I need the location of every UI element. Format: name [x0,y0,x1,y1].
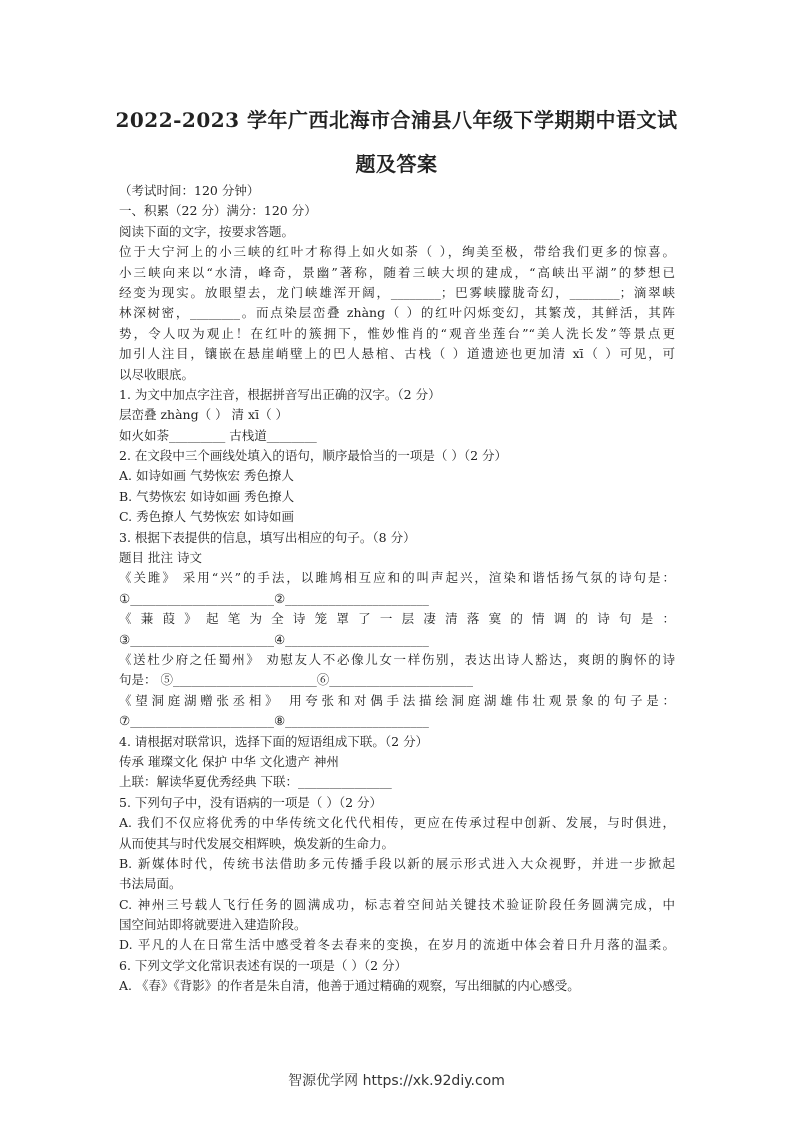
text-line: B. 气势恢宏 如诗如画 秀色撩人 [119,488,295,504]
page-title-continued: 题及答案 [355,152,438,176]
text-line: ⑦_______________________⑧_______________________ [119,713,429,729]
text-line: 层峦叠 zhàng（ ） 清 xī（ ） [119,407,289,423]
text-line: 上联：解读华夏优秀经典 下联：_______________ [119,774,392,790]
text-line: 《关雎》 采用“兴”的手法，以雎鸠相互应和的叫声起兴，渲染和谐恬扬气氛的诗句是： [119,570,675,586]
text-line: ③_______________________④_______________________ [119,631,429,647]
text-line: 经变为现实。放眼望去，龙门峡雄浑开阔，________；巴雾峡朦胧奇幻，________；滴翠峡 [119,284,675,300]
text-line: 加引人注目，镶嵌在悬崖峭壁上的巴人悬棺、古栈（ ）道遗迹也更加清 xī（ ）可见，可 [119,346,675,362]
text-line: C. 神州三号载人飞行任务的圆满成功，标志着空间站关键技术验证阶段任务圆满完成，中 [119,896,675,912]
text-line: D. 平凡的人在日常生活中感受着冬去春来的变换，在岁月的流逝中体会着日升月落的温柔。 [119,937,675,953]
text-line: 如火如荼_________ 古栈道________ [119,427,317,443]
text-line: 1. 为文中加点字注音，根据拼音写出正确的汉字。（2 分） [119,386,441,402]
text-line: 6. 下列文学文化常识表述有误的一项是（ ）（2 分） [119,957,408,973]
text-line: 阅读下面的文字，按要求答题。 [119,223,295,239]
text-line: 句是： ⑤_______________________⑥_______________________ [119,672,473,688]
text-line: C. 秀色撩人 气势恢宏 如诗如画 [119,509,295,525]
text-line: 国空间站即将就要进入建造阶段。 [119,917,307,933]
text-line: 林深树密，________。而点染层峦叠 zhàng（ ）的红叶闪烁变幻，其繁茂，其鲜活，其阵 [119,305,675,321]
text-line: A. 《春》《背影》的作者是朱自清，他善于通过精确的观察，写出细腻的内心感受。 [119,978,580,994]
text-line: 5. 下列句子中，没有语病的一项是（ ）（2 分） [119,794,383,810]
text-line: 4. 请根据对联常识，选择下面的短语组成下联。（2 分） [119,733,429,749]
document-body [119,181,675,997]
text-line: 势，令人叹为观止！在红叶的簇拥下，惟妙惟肖的“观音坐莲台”“美人洗长发”等景点更 [119,325,675,341]
text-line: 3. 根据下表提供的信息，填写出相应的句子。（8 分） [119,529,416,545]
text-line: 《望洞庭湖赠张丞相》 用夸张和对偶手法描绘洞庭湖雄伟壮观景象的句子是： [119,692,675,708]
text-line: 《 蒹 葭 》 起 笔 为 全 诗 笼 罩 了 一 层 凄 清 落 寞 的 情 调 的 诗 句 是 ： [119,611,675,627]
text-line: 传承 璀璨文化 保护 中华 文化遗产 神州 [119,753,339,769]
text-line: 小三峡向来以“水清，峰奇，景幽”著称，随着三峡大坝的建成，“高峡出平湖”的梦想已 [119,264,675,280]
text-line: A. 我们不仅应将优秀的中华传统文化代代相传，更应在传承过程中创新、发展，与时俱进， [119,815,675,831]
page-title: 2022-2023 学年广西北海市合浦县八年级下学期期中语文试 [115,108,678,132]
watermark-footer: 智源优学网 https://xk.92diy.com [288,1073,505,1089]
text-line: 位于大宁河上的小三峡的红叶才称得上如火如荼（ ），绚美至极，带给我们更多的惊喜。 [119,244,675,260]
text-line: （考试时间：120 分钟） [119,183,260,198]
text-line: 题目 批注 诗文 [119,550,202,566]
text-line: 以尽收眼底。 [119,366,195,382]
text-line: 一、积累（22 分）满分：120 分） [119,203,317,219]
text-line: 书法局面。 [119,876,182,892]
text-line: A. 如诗如画 气势恢宏 秀色撩人 [119,468,294,484]
text-line: 从而使其与时代发展交相辉映，焕发新的生命力。 [119,835,395,851]
text-line: 《送杜少府之任蜀州》 劝慰友人不必像儿女一样伤别，表达出诗人豁达，爽朗的胸怀的诗 [119,651,675,667]
text-line: 2. 在文段中三个画线处填入的语句，顺序最恰当的一项是（ ）（2 分） [119,448,508,464]
text-line: B. 新媒体时代，传统书法借助多元传播手段以新的展示形式进入大众视野，并进一步掀起 [119,855,675,871]
text-line: ①_______________________②_______________________ [119,590,429,606]
